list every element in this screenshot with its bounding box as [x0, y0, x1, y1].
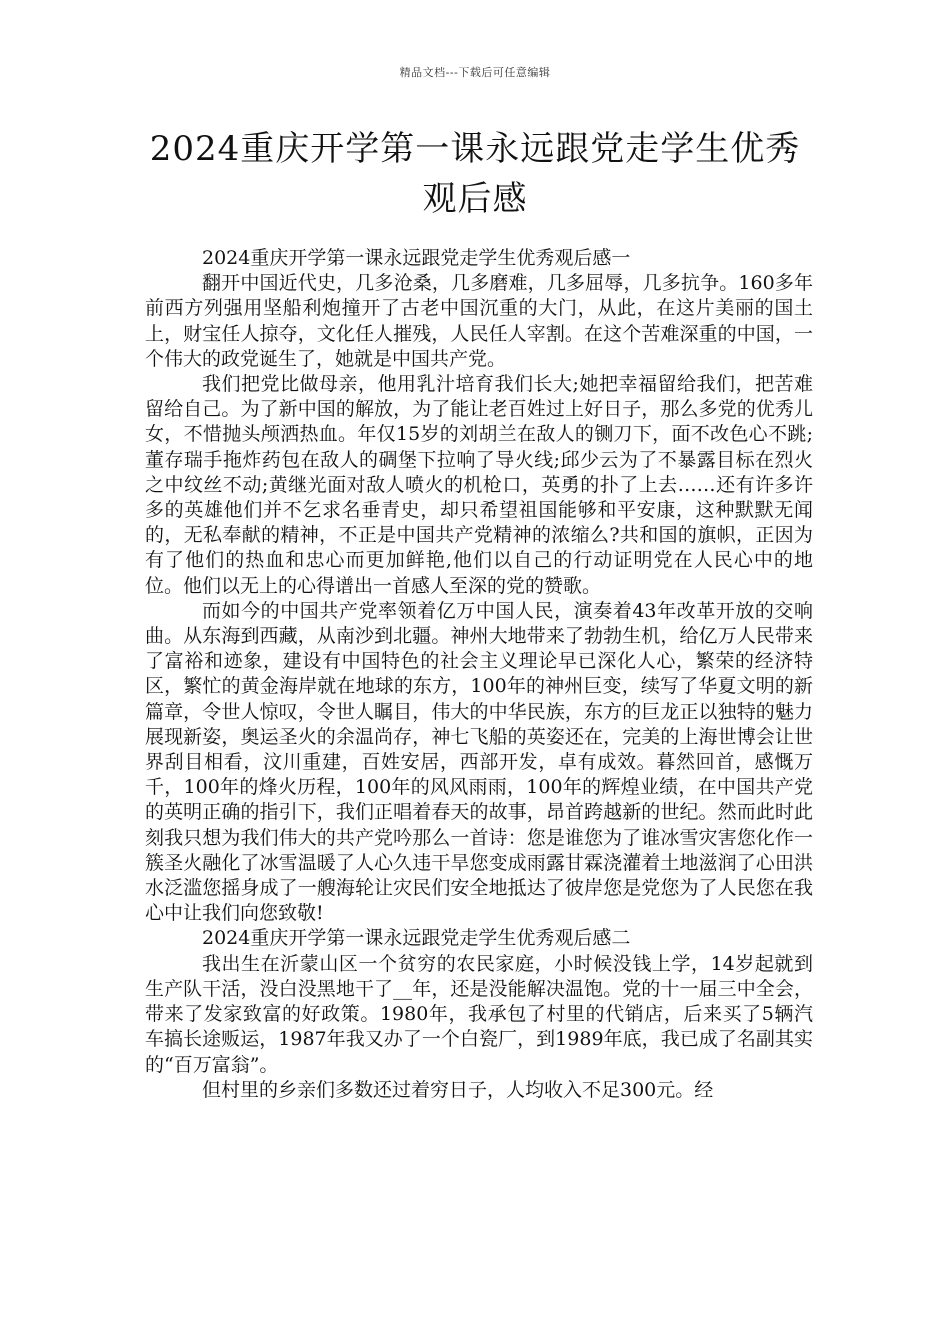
title-line-1: 2024重庆开学第一课永远跟党走学生优秀 — [149, 129, 801, 169]
paragraph: 我出生在沂蒙山区一个贫穷的农民家庭，小时候没钱上学，14岁起就到生产队干活，没白没黑地干了__年，还是没能解决温饱。党的十一届三中全会，带来了发家致富的好政策。1980年，我承包了村里的代销店，后来买了5辆汽车搞长途贩运，1987年我又办了一个白瓷厂，到1989年底，我已成了名副其实的“百万富翁”。 — [145, 952, 813, 1076]
paragraph: 我们把党比做母亲，他用乳汁培育我们长大;她把幸福留给我们，把苦难留给自己。为了新中国的解放，为了能让老百姓过上好日子，那么多党的优秀儿女，不惜抛头颅洒热血。年仅15岁的刘胡兰在敌人的铡刀下，面不改色心不跳;董存瑞手拖炸药包在敌人的碉堡下拉响了导火线;邱少云为了不暴露目标在烈火之中纹丝不动;黄继光面对敌人喷火的机枪口，英勇的扑了上去……还有许多许多的英雄他们并不乞求名垂青史，却只希望祖国能够和平安康，这种默默无闻的，无私奉献的精神，不正是中国共产党精神的浓缩么?共和国的旗帜，正因为有了他们的热血和忠心而更加鲜艳,他们以自己的行动证明党在人民心中的地位。他们以无上的心得谱出一首感人至深的党的赞歌。 — [145, 373, 813, 597]
paragraph: 翻开中国近代史，几多沧桑，几多磨难，几多屈辱，几多抗争。160多年前西方列强用坚船利炮撞开了古老中国沉重的大门，从此，在这片美丽的国土上，财宝任人掠夺，文化任人摧残，人民任人宰割。在这个苦难深重的中国，一个伟大的政党诞生了，她就是中国共产党。 — [145, 272, 813, 370]
title-line-2: 观后感 — [422, 179, 528, 219]
paragraph: 但村里的乡亲们多数还过着穷日子，人均收入不足300元。经 — [202, 1078, 714, 1101]
page-header-note: 精品文档---下载后可任意编辑 — [399, 66, 551, 79]
document-body — [145, 246, 813, 1103]
section-heading-2: 2024重庆开学第一课永远跟党走学生优秀观后感二 — [202, 927, 631, 950]
paragraph: 而如今的中国共产党率领着亿万中国人民，演奏着43年改革开放的交响曲。从东海到西藏，从南沙到北疆。神州大地带来了勃勃生机，给亿万人民带来了富裕和迹象，建设有中国特色的社会主义理论早已深化人心，繁荣的经济特区，繁忙的黄金海岸就在地球的东方，100年的神州巨变，续写了华夏文明的新篇章，令世人惊叹，令世人瞩目，伟大的中华民族，东方的巨龙正以独特的魅力展现新姿，奥运圣火的余温尚存，神七飞船的英姿还在，完美的上海世博会让世界刮目相看，汶川重建，百姓安居，西部开发，卓有成效。暮然回首，感慨万千，100年的烽火历程，100年的风风雨雨，100年的辉煌业绩，在中国共产党的英明正确的指引下，我们正唱着春天的故事，昂首跨越新的世纪。然而此时此刻我只想为我们伟大的共产党吟那么一首诗：您是谁您为了谁冰雪灾害您化作一簇圣火融化了冰雪温暖了人心久违干旱您变成雨露甘霖浇灌着土地滋润了心田洪水泛滥您摇身成了一艘海轮让灾民们安全地抵达了彼岸您是党您为了人民您在我心中让我们向您致敬! — [145, 599, 813, 925]
section-heading-1: 2024重庆开学第一课永远跟党走学生优秀观后感一 — [202, 247, 631, 269]
document-title — [120, 124, 830, 224]
